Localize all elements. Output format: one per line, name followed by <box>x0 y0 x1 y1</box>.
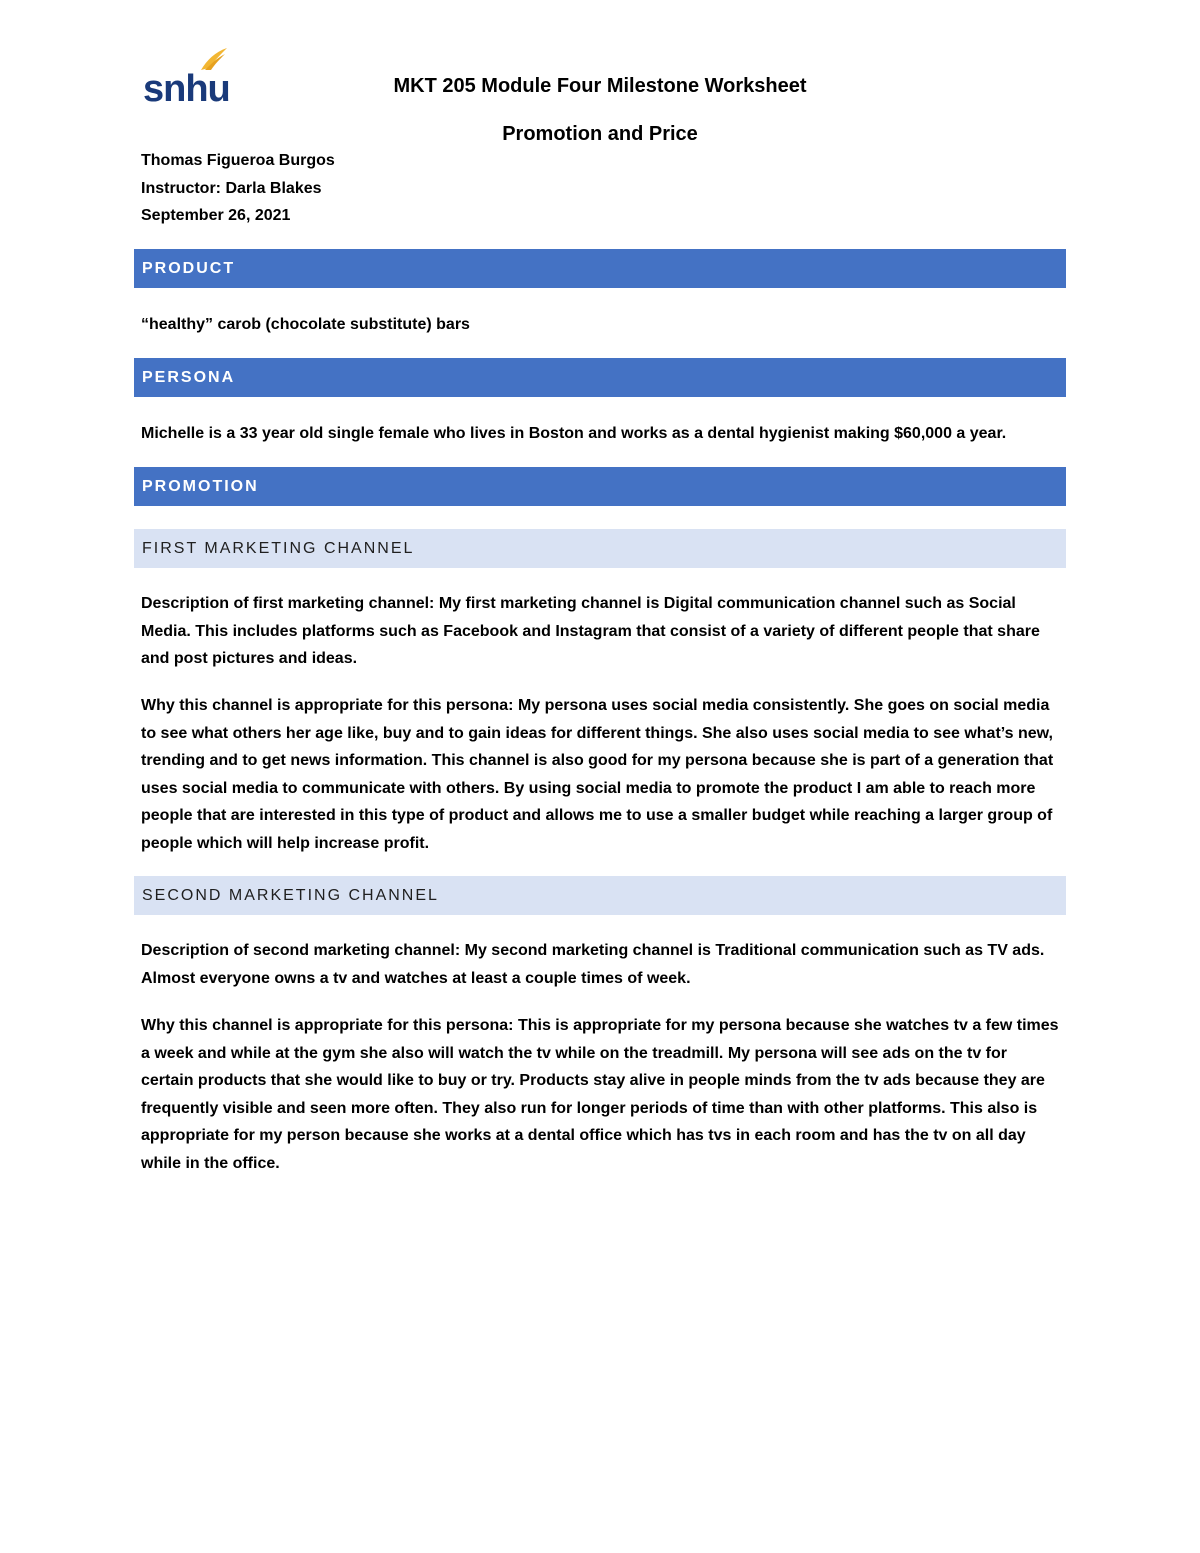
logo-text: snhu <box>143 68 230 110</box>
second-channel-why: Why this channel is appropriate for this persona: This is appropriate for my persona because she watches tv a few times a week and while at the gym she also will watch the tv while on the treadmill. My persona will see ads on the tv for certain products that she would like to buy or try. Products stay alive in people minds from the tv ads because they are frequently visible and seen more often. They also run for longer periods of time than with other platforms. This also is appropriate for my person because she works at a dental office which has tvs in each room and has the tv on all day while in the office. <box>141 1017 1059 1172</box>
second-channel-description: Description of second marketing channel: My second marketing channel is Traditional communication such as TV ads. Almost everyone owns a tv and watches at least a couple times of week. <box>141 942 1045 987</box>
document-date: September 26, 2021 <box>141 207 291 224</box>
section-heading-persona: PERSONA <box>134 358 1066 397</box>
product-text: “healthy” carob (chocolate substitute) bars <box>141 316 470 333</box>
first-channel-description: Description of first marketing channel: My first marketing channel is Digital communication channel such as Social Media. This includes platforms such as Facebook and Instagram that consist of a variety of different people that share and post pictures and ideas. <box>141 595 1040 667</box>
author-name: Thomas Figueroa Burgos <box>141 152 335 169</box>
document-title: MKT 205 Module Four Milestone Worksheet <box>393 75 807 97</box>
section-heading-product: PRODUCT <box>134 249 1066 288</box>
document-subtitle: Promotion and Price <box>502 123 698 145</box>
first-channel-why: Why this channel is appropriate for this persona: My persona uses social media consistently. She goes on social media to see what others her age like, buy and to gain ideas for different things. She also uses social media to see what’s new, trending and to get news information. This channel is also good for my persona because she is part of a generation that uses social media to communicate with others. By using social media to promote the product I am able to reach more people that are interested in this type of product and allows me to use a smaller budget while reaching a larger group of people which will help increase profit. <box>141 697 1054 852</box>
subheading-second-channel: SECOND MARKETING CHANNEL <box>134 876 1066 915</box>
section-heading-promotion: PROMOTION <box>134 467 1066 506</box>
persona-text: Michelle is a 33 year old single female who lives in Boston and works as a dental hygienist making $60,000 a year. <box>141 425 1007 442</box>
subheading-first-channel: FIRST MARKETING CHANNEL <box>134 529 1066 568</box>
instructor-name: Instructor: Darla Blakes <box>141 180 322 197</box>
